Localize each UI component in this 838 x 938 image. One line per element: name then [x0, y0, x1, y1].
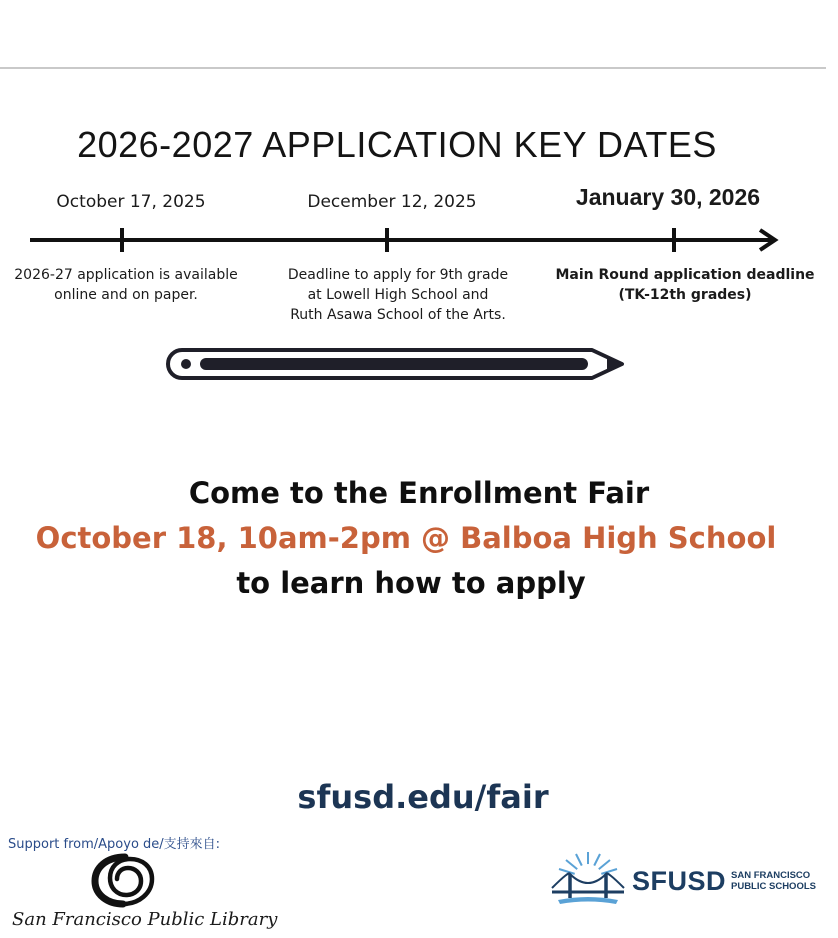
timeline-desc-1 — [2, 265, 250, 305]
timeline-desc-2-line-2: at Lowell High School and — [307, 287, 489, 303]
page-title: 2026-2027 APPLICATION KEY DATES — [77, 124, 717, 165]
timeline-desc-3-line-1: Main Round application deadline — [555, 267, 815, 283]
pencil-icon — [160, 342, 630, 386]
sfusd-subtitle — [731, 870, 831, 892]
timeline-date-2: December 12, 2025 — [307, 192, 477, 212]
timeline-desc-3 — [544, 265, 826, 305]
top-divider — [0, 67, 826, 69]
sfusd-subtitle-line-2: PUBLIC SCHOOLS — [731, 881, 816, 892]
sfusd-name: SFUSD — [632, 866, 727, 896]
timeline-desc-2-line-1: Deadline to apply for 9th grade — [287, 267, 509, 283]
library-name: San Francisco Public Library — [12, 909, 278, 930]
timeline-arrow — [0, 222, 838, 262]
timeline-desc-1-line-1: 2026-27 application is available — [14, 267, 238, 283]
sfusd-subtitle-line-1: SAN FRANCISCO — [731, 870, 811, 881]
timeline-desc-2 — [262, 265, 534, 325]
timeline-desc-2-line-3: Ruth Asawa School of the Arts. — [290, 307, 506, 323]
library-shell-logo-icon — [90, 852, 160, 908]
timeline-desc-1-line-2: online and on paper. — [54, 287, 198, 303]
fair-date-location: October 18, 10am-2pm @ Balboa High School — [35, 521, 777, 555]
timeline-desc-3-line-2: (TK-12th grades) — [618, 287, 752, 303]
fair-heading: Come to the Enrollment Fair — [188, 476, 650, 510]
support-label: Support from/Apoyo de/支持來自: — [8, 837, 221, 852]
timeline-date-3: January 30, 2026 — [575, 184, 761, 210]
fair-subheading: to learn how to apply — [236, 566, 586, 600]
golden-gate-bridge-logo-icon — [550, 848, 626, 908]
fair-url-link[interactable]: sfusd.edu/fair — [297, 778, 549, 816]
timeline-date-1: October 17, 2025 — [56, 192, 206, 212]
